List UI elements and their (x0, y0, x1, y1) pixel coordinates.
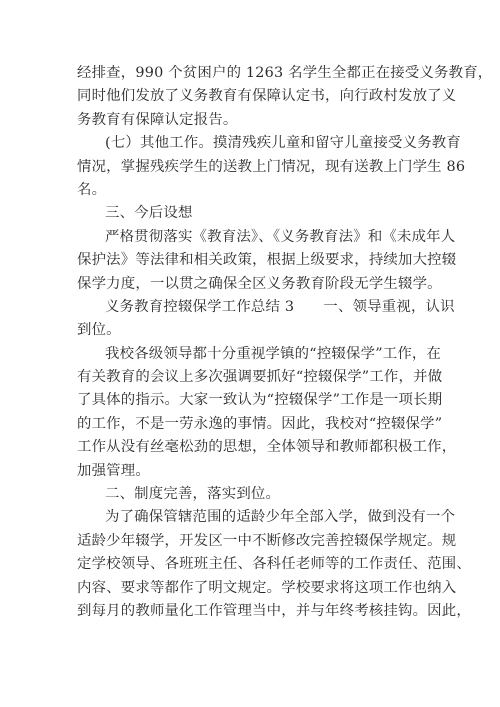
text-line: 到位。 (77, 322, 121, 339)
text-line: 严格贯彻落实《教育法》、《义务教育法》和《未成年人 (105, 228, 456, 245)
text-line: 三、今后设想 (105, 205, 193, 222)
text-line: 到每月的教师量化工作管理当中，并与年终考核挂钩。因此， (77, 602, 471, 619)
text-line: 二、制度完善，落实到位。 (105, 486, 281, 503)
text-line: 经排查，990 个贫困户的 1263 名学生全都正在接受义务教育， (77, 65, 493, 81)
paragraph (77, 62, 493, 132)
text-line: 义务教育控辍保学工作总结 3 一、领导重视，认识 (105, 298, 455, 315)
text-line: 的工作，不是一劳永逸的事情。因此，我校对“控辍保学” (77, 415, 443, 432)
paragraph (77, 132, 466, 202)
text-line: 定学校领导、各班班主任、各科任老师等的工作责任、范围、 (77, 556, 471, 573)
text-line: 内容、要求等都作了明文规定。学校要求将这项工作也纳入 (77, 579, 457, 596)
text-line: 加强管理。 (77, 462, 150, 479)
text-line: (七）其他工作。摸清残疾儿童和留守儿童接受义务教育 (105, 135, 461, 152)
text-line: 名。 (77, 181, 107, 198)
paragraph (77, 506, 471, 623)
paragraph (77, 343, 457, 483)
paragraph (77, 483, 451, 506)
text-line: 为了确保管辖范围的适龄少年全部入学，做到没有一个 (105, 509, 456, 526)
text-line: 我校各级领导都十分重视学镇的“控辍保学”工作，在 (105, 345, 442, 362)
text-line: 同时他们发放了义务教育有保障认定书，向行政村发放了义 (77, 88, 457, 105)
text-line: 工作从没有丝毫松劲的思想，全体领导和教师都积极工作， (77, 439, 457, 456)
text-line: 务教育有保障认定报告。 (77, 111, 238, 128)
text-line: 保学力度，一以贯之确保全区义务教育阶段无学生辍学。 (77, 275, 442, 292)
paragraph (77, 226, 457, 296)
paragraph (77, 202, 451, 225)
text-line: 适龄少年辍学，开发区一中不断修改完善控辍保学规定。规 (77, 532, 457, 549)
text-line: 了具体的指示。大家一致认为“控辍保学”工作是一项长期 (77, 392, 443, 409)
document-body (77, 62, 493, 623)
text-line: 保护法》等法律和相关政策，根据上级要求，持续加大控辍 (77, 252, 457, 269)
paragraph (77, 296, 455, 343)
text-line: 有关教育的会议上多次强调要抓好“控辍保学”工作，并做 (77, 369, 443, 386)
text-line: 情况，掌握残疾学生的送教上门情况，现有送教上门学生 86 (77, 158, 466, 175)
